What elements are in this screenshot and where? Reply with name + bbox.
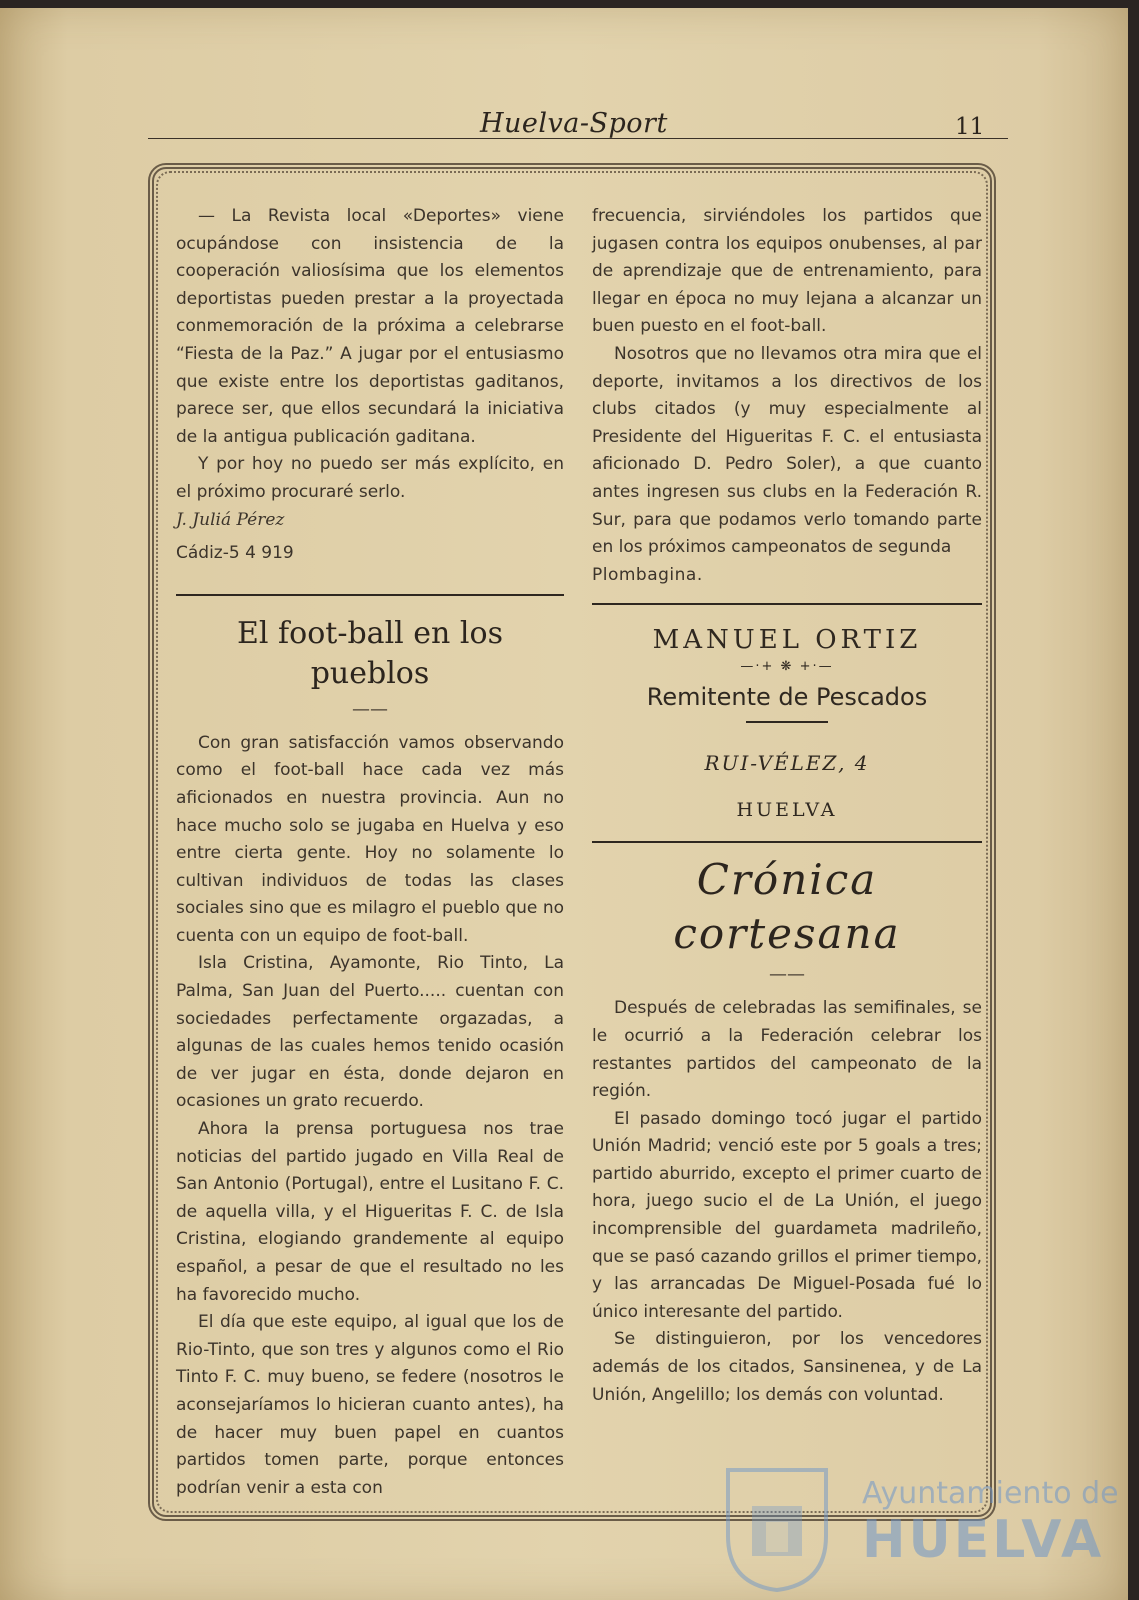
- letter-paragraph: — La Revista local «Deportes» viene ocupándose con insistencia de la cooperación valiosísima que los elementos deportistas pueden prestar a la proyectada conmemoración de la próxima a celebrarse “Fiesta de la Paz.” A jugar por el entusiasmo que existe entre los deportistas gaditanos, parece ser, que ellos secundará la iniciativa de la antigua publicación gaditana.: [176, 206, 564, 447]
- section-divider: [592, 603, 982, 605]
- watermark-line-1: Ayuntamiento de: [862, 1476, 1119, 1511]
- article-paragraph: El día que este equipo, al igual que los de Rio-Tinto, que son tres y algunos como el Rio Tinto F. C. muy bueno, se federe (nosotros le aconsejaríamos lo hicieran cuanto antes), ha de hacer muy buen papel en cuantos partidos tomen parte, porque entonces podrían venir a esta con: [176, 1312, 564, 1498]
- masthead-title: Huelva-Sport: [480, 108, 668, 139]
- article-paragraph: Con gran satisfacción vamos observando como el foot-ball hace cada vez más aficionados en nuestra provincia. Aun no hace mucho solo se jugaba en Huelva y eso entre cierta gente. Hoy no solamente lo cultivan individuos de todas las clases sociales sino que es milagro el pueblo que no cuenta con un equipo de foot-ball.: [176, 732, 564, 946]
- title-ornament: ——: [769, 964, 805, 986]
- advertisement-ornament: —·+ ❋ +·—: [740, 659, 834, 675]
- letter-paragraph: Y por hoy no puedo ser más explícito, en el próximo procuraré serlo.: [176, 454, 564, 502]
- letter-place-date: Cádiz-5 4 919: [176, 543, 294, 564]
- right-column: [592, 203, 982, 1409]
- advertiser-trade: Remitente de Pescados: [646, 683, 928, 712]
- page-number: 11: [955, 114, 985, 140]
- left-column: [176, 203, 564, 1502]
- author-pen-name: Plombagina.: [592, 564, 703, 585]
- advertiser-name: MANUEL ORTIZ: [652, 625, 922, 656]
- continued-paragraph: frecuencia, sirviéndoles los partidos que jugasen contra los equipos onubenses, al par de aprendizaje que de entrenamiento, para llegar en época no muy lejana a alcanzar un buen puesto en el foot-ball.: [592, 206, 982, 337]
- coat-of-arms-icon: [722, 1466, 832, 1594]
- letter-signature: J. Juliá Pérez: [176, 509, 285, 530]
- article-paragraph: Se distinguieron, por los vencedores además de los citados, Sansinenea, y de La Unión, Angelillo; los demás con voluntad.: [592, 1329, 982, 1405]
- advertiser-city: HUELVA: [736, 799, 838, 822]
- section-divider: [176, 594, 564, 596]
- article-title: El foot-ball en los pueblos: [237, 615, 503, 691]
- article-title: Crónica cortesana: [673, 855, 901, 959]
- advertiser-address: RUI-VÉLEZ, 4: [704, 751, 870, 776]
- section-divider: [592, 841, 982, 843]
- watermark-line-2: HUELVA: [862, 1510, 1105, 1570]
- continued-paragraph: Nosotros que no llevamos otra mira que el deporte, invitamos a los directivos de los clubs citados (y muy especialmente al Presidente del Higueritas F. C. el entusiasta aficionado D. Pedro Soler), a que cuanto antes ingresen sus clubs en la Federación R. Sur, para que podamos verlo tomando parte en los próximos campeonatos de segunda: [592, 343, 982, 558]
- title-ornament: ——: [352, 698, 388, 720]
- article-paragraph: El pasado domingo tocó jugar el partido Unión Madrid; venció este por 5 goals a tres; partido aburrido, excepto el primer cuarto de hora, juego sucio el de La Unión, el juego incomprensible del guardameta madrileño, que se pasó cazando grillos el primer tiempo, y las arrancadas De Miguel-Posada fué lo único interesante del partido.: [592, 1108, 982, 1322]
- article-paragraph: Después de celebradas las semifinales, se le ocurrió a la Federación celebrar los restantes partidos del campeonato de la región.: [592, 998, 982, 1102]
- header-rule: [148, 138, 1008, 139]
- article-paragraph: Isla Cristina, Ayamonte, Rio Tinto, La Palma, San Juan del Puerto..... cuentan con sociedades perfectamente orgazadas, a algunas de las cuales hemos tenido ocasión de ver jugar en ésta, donde dejaron en ocasiones un grato recuerdo.: [176, 953, 564, 1112]
- advertisement: [592, 623, 982, 827]
- article-paragraph: Ahora la prensa portuguesa nos trae noticias del partido jugado en Villa Real de San Antonio (Portugal), entre el Lusitano F. C. de aquella villa, y el Higueritas F. C. de Isla Cristina, elogiando grandemente al equipo español, a pesar de que el resultado no les ha favorecido mucho.: [176, 1119, 564, 1305]
- advertisement-rule: [746, 721, 828, 723]
